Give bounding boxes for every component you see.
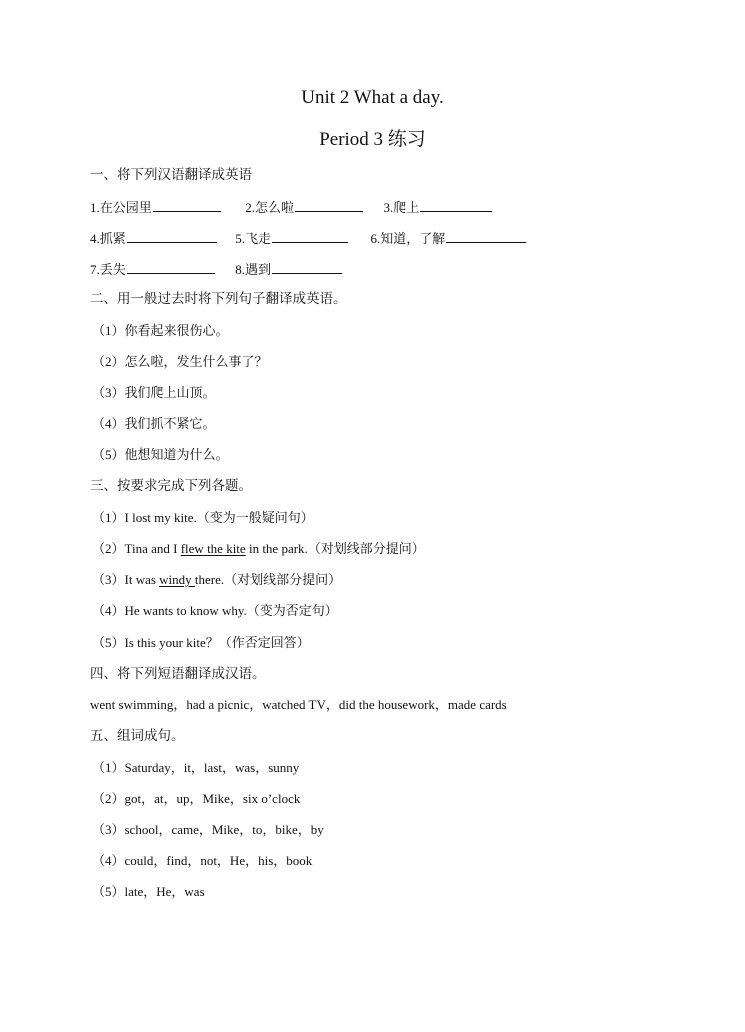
answer-blank-8[interactable] — [272, 260, 342, 274]
section-3-item-5 — [92, 634, 310, 652]
section-5-item-2: （2）got，at，up，Mike，six o’clock — [92, 791, 301, 806]
section-2-item-5: （5）他想知道为什么。 — [92, 447, 229, 462]
answer-blank-4[interactable] — [127, 229, 217, 243]
worksheet-subtitle: Period 3 练习 — [319, 129, 426, 150]
answer-blank-3[interactable] — [420, 198, 492, 212]
translation-item-4: 4.抓紧 — [90, 231, 126, 246]
underlined-word: windy — [159, 572, 195, 587]
section-3-item-2-pre: （2）Tina and I — [92, 541, 181, 556]
answer-blank-1[interactable] — [153, 198, 221, 212]
section-4-heading: 四、将下列短语翻译成汉语。 — [90, 666, 266, 681]
section-2-item-2: （2）怎么啦，发生什么事了？ — [92, 354, 268, 369]
section-3-heading: 三、按要求完成下列各题。 — [90, 478, 252, 493]
translation-item-1: 1.在公园里 — [90, 200, 152, 215]
section-5-item-3: （3）school，came，Mike，to，bike，by — [92, 822, 324, 837]
section-5-item-5: （5）late，He，was — [92, 884, 205, 899]
underlined-phrase: flew the kite — [180, 541, 246, 556]
section-1-row-3 — [90, 260, 342, 279]
section-3-item-4 — [92, 602, 338, 620]
section-1-row-1 — [90, 198, 492, 217]
worksheet-title: Unit 2 What a day. — [301, 87, 444, 108]
section-2-item-1: （1）你看起来很伤心。 — [92, 323, 229, 338]
section-4-phrases: went swimming，had a picnic，watched TV，did the housework，made cards — [90, 697, 507, 712]
section-1-row-2 — [90, 229, 526, 248]
translation-item-3: 3.爬上 — [383, 200, 420, 215]
section-5-heading: 五、组词成句。 — [90, 728, 185, 743]
answer-blank-5[interactable] — [272, 229, 348, 243]
translation-item-2: 2.怎么啦 — [245, 200, 295, 215]
section-3-item-2 — [92, 540, 425, 558]
section-2-item-3: （3）我们爬上山顶。 — [92, 385, 216, 400]
section-5-item-4: （4）could，find，not，He，his，book — [92, 853, 313, 868]
translation-item-6: 6.知道，了解 — [370, 231, 446, 246]
section-2-heading: 二、用一般过去时将下列句子翻译成英语。 — [90, 291, 347, 306]
section-3-item-4-text: （4）He wants to know why.（变为否定句） — [92, 603, 338, 618]
section-3-item-2-post: in the park.（对划线部分提问） — [245, 541, 425, 556]
section-3-item-5-text: （5）Is this your kite？（作否定回答） — [92, 635, 310, 650]
section-1-heading: 一、将下列汉语翻译成英语 — [90, 167, 252, 182]
answer-blank-7[interactable] — [127, 260, 215, 274]
translation-item-5: 5.飞走 — [235, 231, 272, 246]
answer-blank-6[interactable] — [446, 229, 526, 243]
section-3-item-3-post: there.（对划线部分提问） — [194, 572, 342, 587]
translation-item-7: 7.丢失 — [90, 262, 126, 277]
answer-blank-2[interactable] — [295, 198, 363, 212]
section-3-item-1-text: （1）I lost my kite.（变为一般疑问句） — [92, 510, 314, 525]
section-3-item-3-pre: （3）It was — [92, 572, 160, 587]
section-2-item-4: （4）我们抓不紧它。 — [92, 416, 216, 431]
section-5-item-1: （1）Saturday，it，last，was，sunny — [92, 760, 300, 775]
section-3-item-3 — [92, 571, 341, 589]
section-3-item-1 — [92, 509, 314, 527]
translation-item-8: 8.遇到 — [235, 262, 272, 277]
